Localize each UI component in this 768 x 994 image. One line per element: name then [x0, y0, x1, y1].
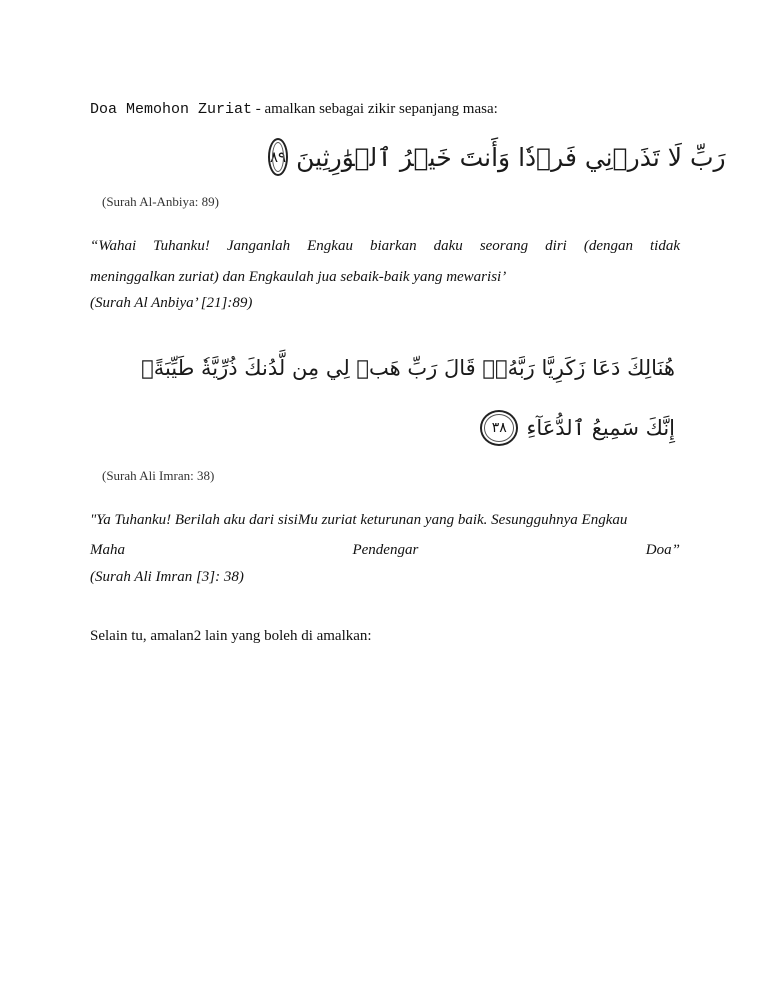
translation-word: Pendengar — [352, 542, 419, 558]
translation-word: Engkau — [307, 238, 353, 254]
arabic-text: إِنَّكَ سَمِيعُ ٱلدُّعَآءِ — [526, 416, 675, 440]
translation-word: seorang — [479, 238, 529, 254]
translation-line-justified — [90, 236, 680, 256]
translation-word: “Wahai — [90, 238, 137, 254]
ayah-number: ٨٩ — [270, 148, 287, 166]
verse-reference: (Surah Al Anbiya’ [21]:89) — [90, 295, 253, 311]
ayah-number: ٣٨ — [491, 420, 507, 436]
closing-paragraph: Selain tu, amalan2 lain yang boleh di amalkan: — [90, 628, 372, 644]
translation-word: diri — [545, 238, 567, 254]
ayah-number-badge — [268, 138, 288, 176]
verse-reference: (Surah Ali Imran [3]: 38) — [90, 569, 244, 585]
translation-word: Tuhanku! — [153, 238, 210, 254]
doa-title-mono: Doa Memohon Zuriat — [90, 101, 253, 118]
translation-word: Doa” — [645, 542, 680, 558]
doa-title-rest: - amalkan sebagai zikir sepanjang masa: — [252, 101, 498, 117]
translation-word: (dengan — [583, 238, 633, 254]
translation-word: Janganlah — [226, 238, 291, 254]
translation-word: Maha — [90, 542, 125, 558]
arabic-text: رَبِّ لَا تَذَرۡنِي فَرۡدٗا وَأَنتَ خَيۡرُ ٱلۡوَٰرِثِينَ — [296, 142, 726, 172]
verse-caption: (Surah Al-Anbiya: 89) — [102, 194, 219, 209]
doa-heading — [90, 99, 680, 120]
translation-line: "Ya Tuhanku! Berilah aku dari sisiMu zuriat keturunan yang baik. Sesungguhnya Engkau — [90, 512, 628, 528]
translation-word: biarkan — [369, 238, 417, 254]
verse-caption: (Surah Ali Imran: 38) — [102, 468, 215, 483]
ayah-number-badge — [480, 410, 518, 446]
arabic-verse-anbiya — [268, 132, 726, 182]
translation-word: tidak — [650, 238, 680, 254]
arabic-verse-ali-imran-line1: هُنَالِكَ دَعَا زَكَرِيَّا رَبَّهُۥۖ قَالَ رَبِّ هَبۡ لِي مِن لَّدُنكَ ذُرِّيَّةٗ طَيِّبَةًۖ — [141, 356, 675, 380]
translation-word: daku — [433, 238, 463, 254]
translation-line-justified — [90, 540, 680, 560]
translation-line: meninggalkan zuriat) dan Engkaulah jua sebaik-baik yang mewarisi’ — [90, 269, 507, 285]
arabic-verse-ali-imran-line2 — [480, 406, 675, 450]
